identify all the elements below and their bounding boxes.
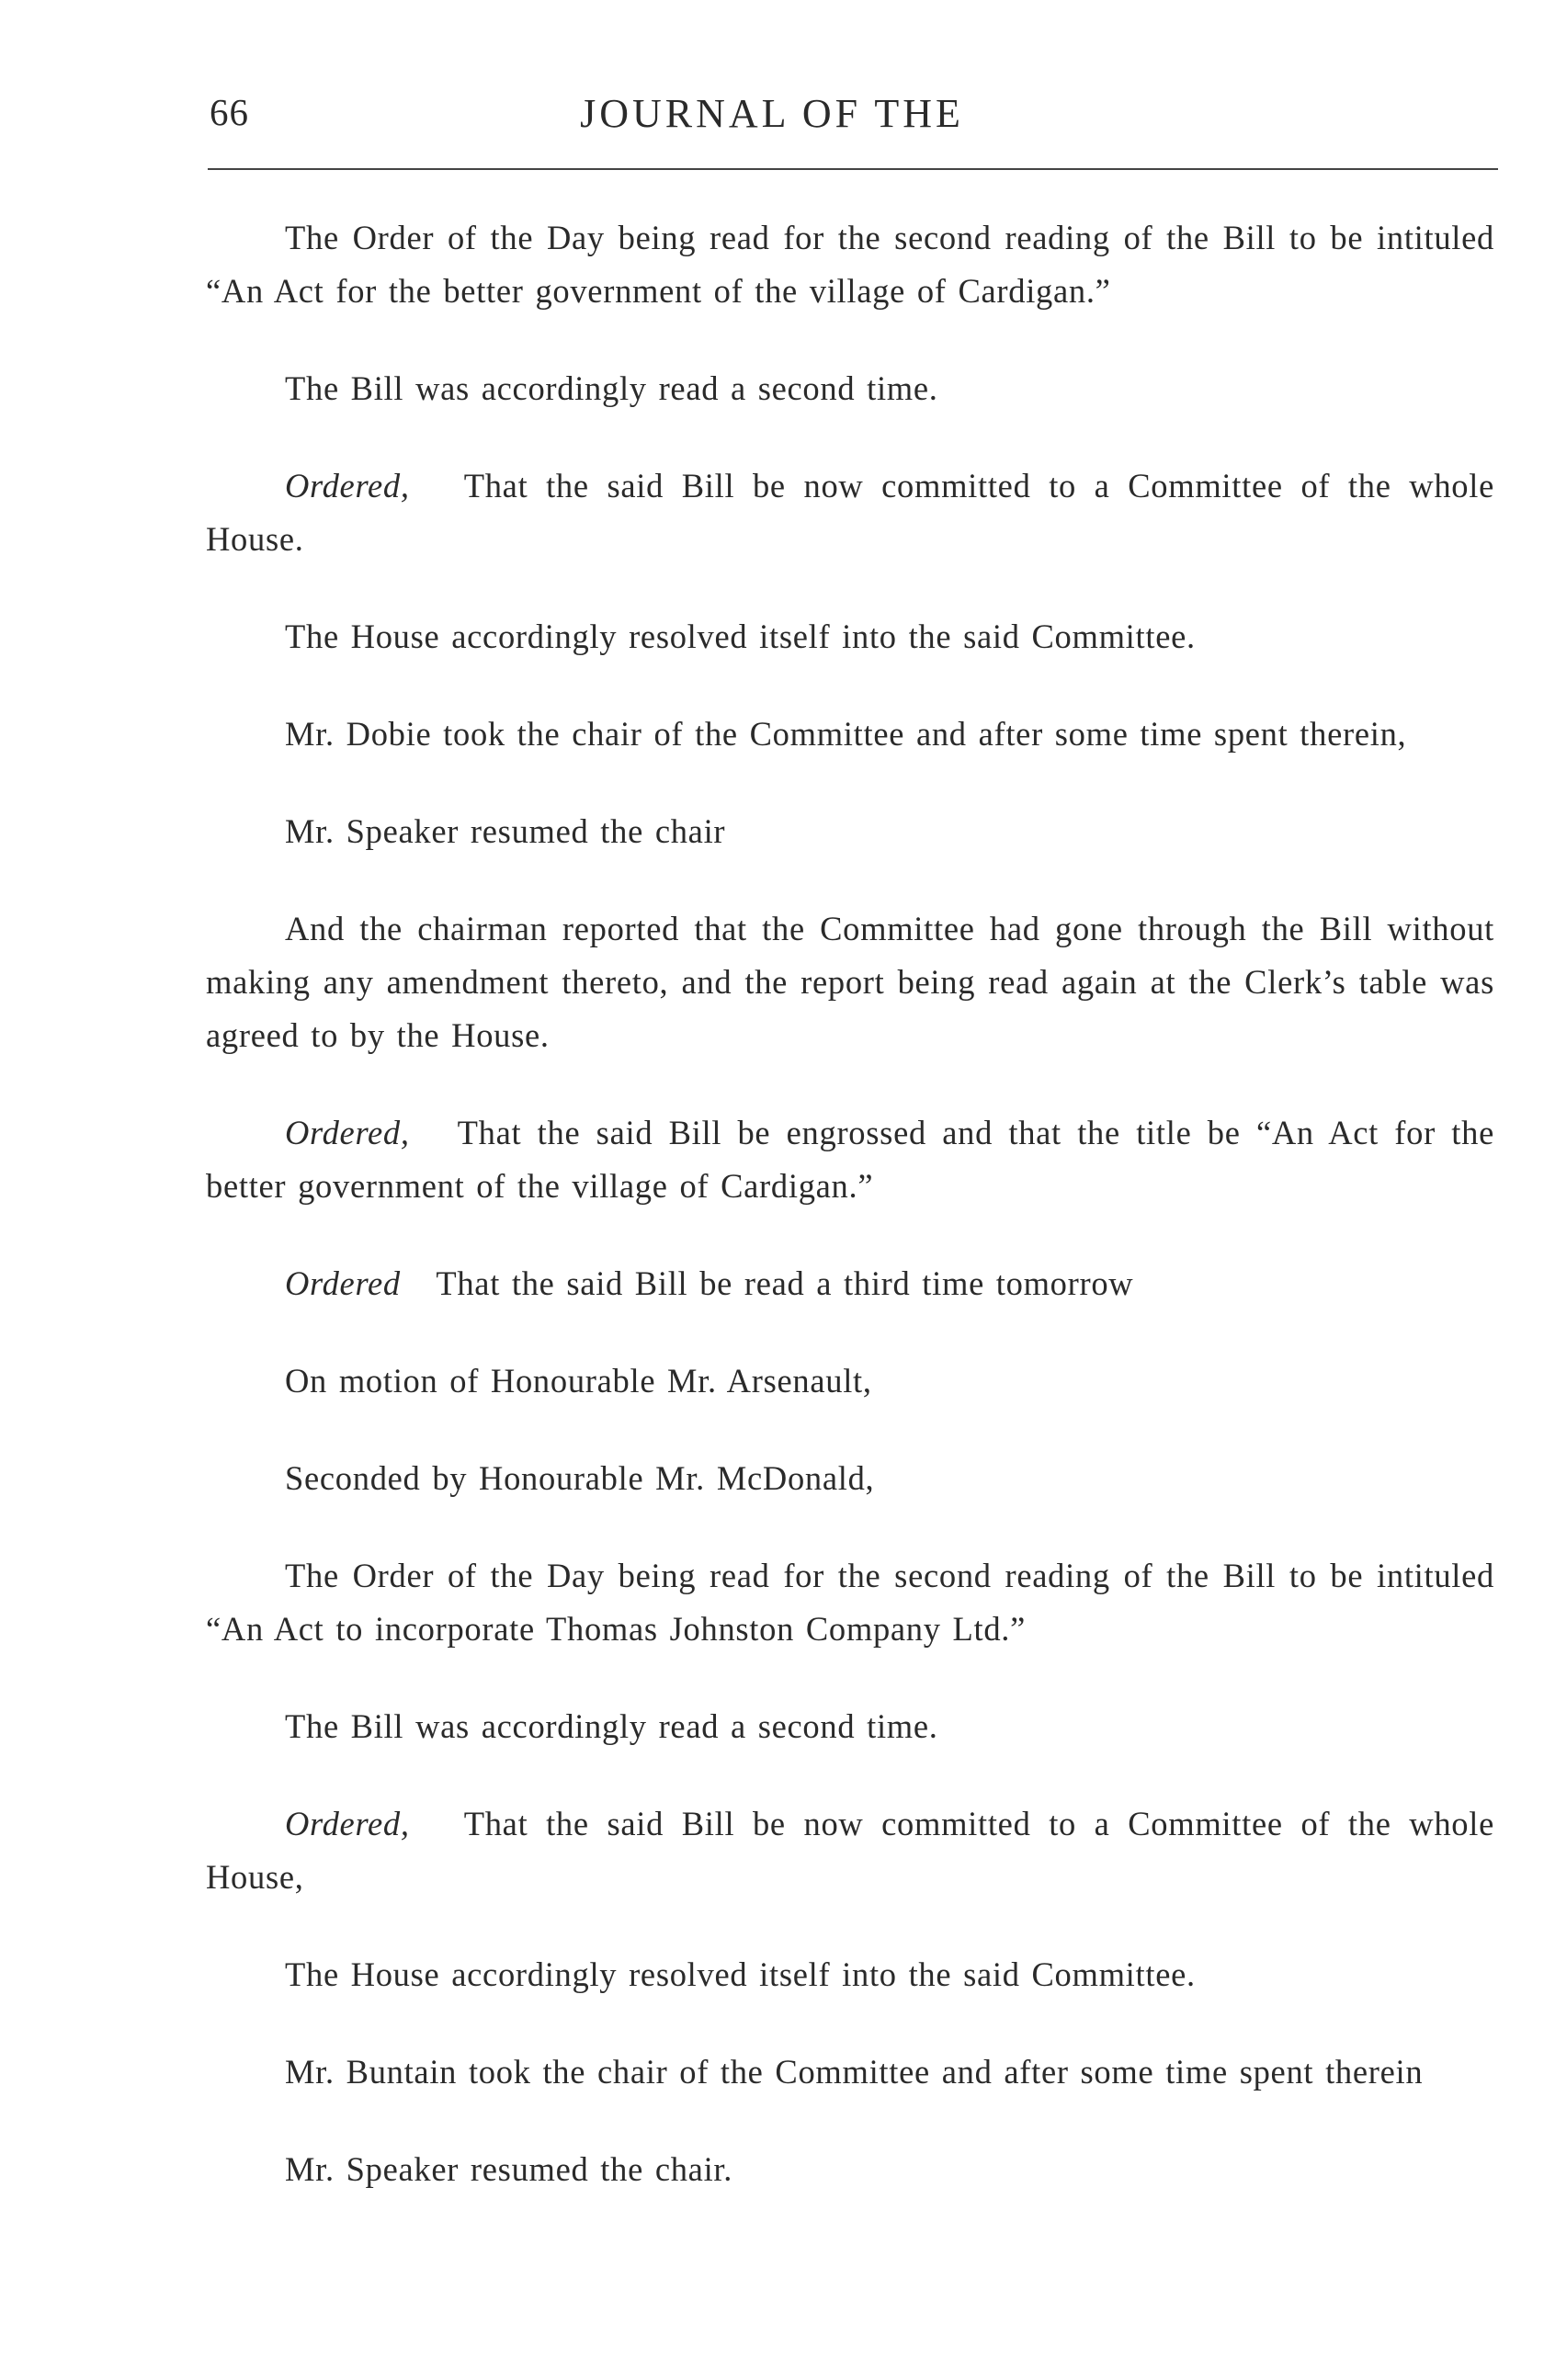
paragraph <box>206 1354 1494 1408</box>
paragraph <box>206 805 1494 858</box>
paragraph-text: The Bill was accordingly read a second time. <box>285 369 938 407</box>
paragraph <box>206 1948 1494 2001</box>
paragraph <box>206 211 1494 318</box>
paragraph-text: Mr. Speaker resumed the chair <box>285 812 726 850</box>
paragraph-text: Mr. Buntain took the chair of the Committee and after some time spent therein <box>285 2053 1424 2091</box>
paragraph-text: Mr. Speaker resumed the chair. <box>285 2150 733 2188</box>
paragraph-text: That the said Bill be engrossed and that the title be “An Act for the better government of the village of Cardigan.” <box>206 1114 1494 1205</box>
paragraph-text: On motion of Honourable Mr. Arsenault, <box>285 1362 872 1400</box>
paragraph-text: Seconded by Honourable Mr. McDonald, <box>285 1459 875 1497</box>
paragraph <box>206 1549 1494 1656</box>
ordered-lead: Ordered, <box>285 467 410 504</box>
paragraph-text: That the said Bill be now committed to a Committee of the whole House, <box>206 1805 1494 1896</box>
paragraph-text: The Order of the Day being read for the second reading of the Bill to be intituled “An Act to incorporate Thomas Johnston Company Ltd.” <box>206 1557 1494 1648</box>
paragraph <box>206 2143 1494 2196</box>
paragraph-text: And the chairman reported that the Committee had gone through the Bill without making any amendment thereto, and the report being read again at the Clerk’s table was agreed to by the House. <box>206 910 1494 1054</box>
paragraph <box>206 2046 1494 2099</box>
paragraph-text: Mr. Dobie took the chair of the Committee and after some time spent therein, <box>285 715 1407 753</box>
ordered-lead: Ordered <box>285 1264 401 1302</box>
paragraph-text: The House accordingly resolved itself into the said Committee. <box>285 618 1196 655</box>
journal-body <box>206 211 1494 2240</box>
paragraph <box>206 1700 1494 1753</box>
ordered-lead: Ordered, <box>285 1114 410 1151</box>
ordered-lead: Ordered, <box>285 1805 410 1842</box>
paragraph <box>206 1257 1494 1310</box>
paragraph-text: The Bill was accordingly read a second time. <box>285 1707 938 1745</box>
paragraph <box>206 708 1494 761</box>
page-number: 66 <box>210 91 249 133</box>
header-rule <box>208 168 1498 170</box>
paragraph-text: That the said Bill be read a third time tomorrow <box>436 1264 1134 1302</box>
running-head: JOURNAL OF THE <box>580 91 964 136</box>
paragraph <box>206 610 1494 663</box>
paragraph-text: That the said Bill be now committed to a Committee of the whole House. <box>206 467 1494 558</box>
paragraph-text: The Order of the Day being read for the second reading of the Bill to be intituled “An Act for the better government of the village of Cardigan.” <box>206 219 1494 310</box>
paragraph <box>206 1106 1494 1213</box>
paragraph-text: The House accordingly resolved itself into the said Committee. <box>285 1955 1196 1993</box>
paragraph <box>206 1797 1494 1904</box>
paragraph <box>206 902 1494 1062</box>
paragraph <box>206 459 1494 566</box>
paragraph <box>206 1452 1494 1505</box>
paragraph <box>206 362 1494 415</box>
